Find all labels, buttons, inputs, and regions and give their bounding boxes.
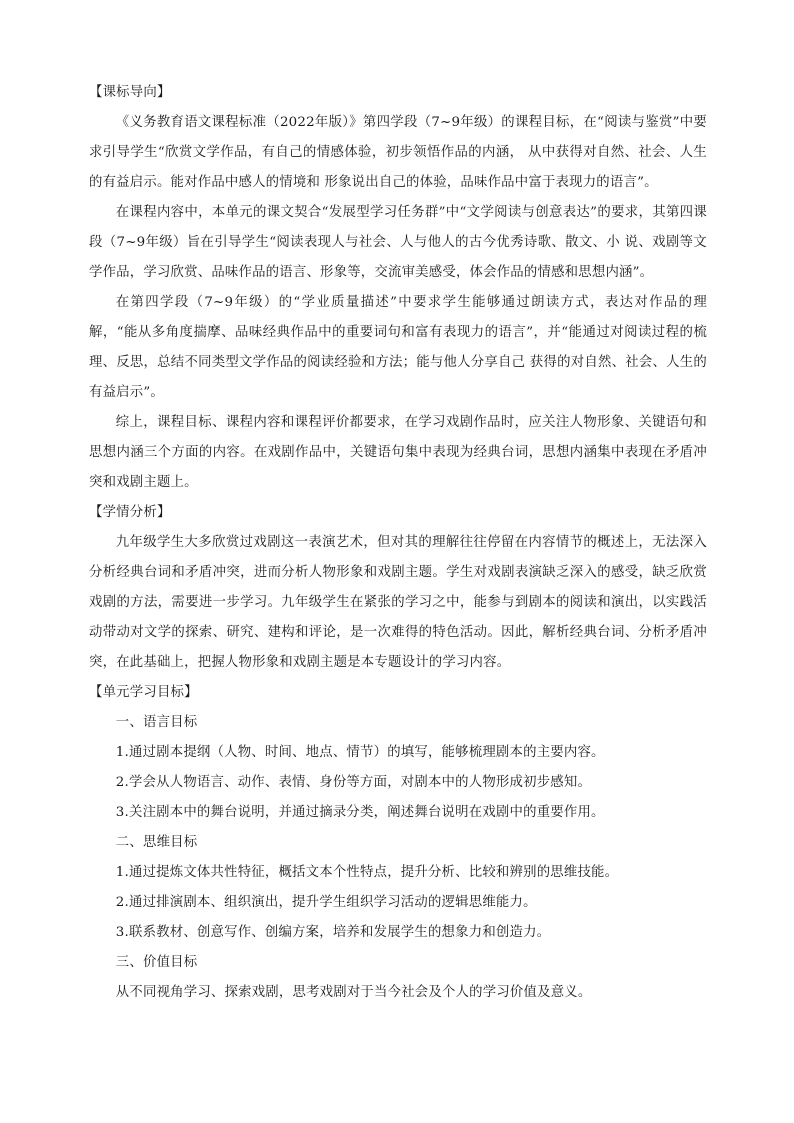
- section-unit-goals: [89, 678, 707, 1008]
- goal-item: 1.通过提炼文体共性特征，概括文本个性特点，提升分析、比较和辨别的思维技能。: [115, 865, 619, 880]
- document-page: [89, 78, 707, 1008]
- section-heading: 【课标导向】: [89, 85, 171, 100]
- paragraph: 九年级学生大多欣赏过戏剧这一表演艺术，但对其的理解往往停留在内容情节的概述上，无法深入分析经典台词和矛盾冲突，进而分析人物形象和戏剧主题。学生对戏剧表演缺乏深入的感受，缺乏欣赏戏剧的方法，需要进一步学习。九年级学生在紧张的学习之中，能参与到剧本的阅读和演出，以实践活动带动对文学的探索、研究、建构和评论，是一次难得的特色活动。因此，解析经典台词、分析矛盾冲突，在此基础上，把握人物形象和戏剧主题是本专题设计的学习内容。: [89, 535, 707, 670]
- goal-group-title: 一、语言目标: [115, 715, 198, 730]
- section-heading: 【学情分析】: [89, 505, 171, 520]
- goal-group-title: 二、思维目标: [115, 835, 198, 850]
- goal-item: 2.学会从人物语言、动作、表情、身份等方面，对剧本中的人物形成初步感知。: [115, 775, 592, 790]
- paragraph: 在课程内容中，本单元的课文契合“发展型学习任务群”中“文学阅读与创意表达”的要求，其第四课段（7~9年级）旨在引导学生“阅读表现人与社会、人与他人的古今优秀诗歌、散文、小 说、戏剧等文学作品，学习欣赏、品味作品的语言、形象等，交流审美感受，体会作品的情感和思想内涵”。: [89, 205, 707, 280]
- section-heading: 【单元学习目标】: [89, 685, 198, 700]
- goal-group-title: 三、价值目标: [115, 955, 198, 970]
- section-curriculum-guide: [89, 78, 707, 498]
- goal-item: 2.通过排演剧本、组织演出，提升学生组织学习活动的逻辑思维能力。: [115, 895, 537, 910]
- goal-item: 1.通过剧本提纲（人物、时间、地点、情节）的填写，能够梳理剧本的主要内容。: [115, 745, 605, 760]
- goal-item: 从不同视角学习、探索戏剧，思考戏剧对于当今社会及个人的学习价值及意义。: [115, 985, 592, 1000]
- goal-item: 3.关注剧本中的舞台说明，并通过摘录分类，阐述舞台说明在戏剧中的重要作用。: [115, 805, 605, 820]
- paragraph: 《义务教育语文课程标准（2022年版）》第四学段（7~9年级）的课程目标，在“阅读与鉴赏”中要求引导学生“欣赏文学作品，有自己的情感体验，初步领悟作品的内涵， 从中获得对自然、社会、人生的有益启示。能对作品中感人的情境和 形象说出自己的体验，品味作品中富于表现力的语言”。: [89, 115, 707, 190]
- paragraph: 在第四学段（7~9年级）的“学业质量描述”中要求学生能够通过朗读方式，表达对作品的理解，“能从多角度揣摩、品味经典作品中的重要词句和富有表现力的语言”，并“能通过对阅读过程的梳理、反思，总结不同类型文学作品的阅读经验和方法；能与他人分享自己 获得的对自然、社会、人生的有益启示”。: [89, 295, 707, 400]
- goal-item: 3.联系教材、创意写作、创编方案，培养和发展学生的想象力和创造力。: [115, 925, 551, 940]
- section-learning-analysis: [89, 498, 707, 678]
- paragraph: 综上，课程目标、课程内容和课程评价都要求，在学习戏剧作品时，应关注人物形象、关键语句和思想内涵三个方面的内容。在戏剧作品中，关键语句集中表现为经典台词，思想内涵集中表现在矛盾冲突和戏剧主题上。: [89, 415, 707, 490]
